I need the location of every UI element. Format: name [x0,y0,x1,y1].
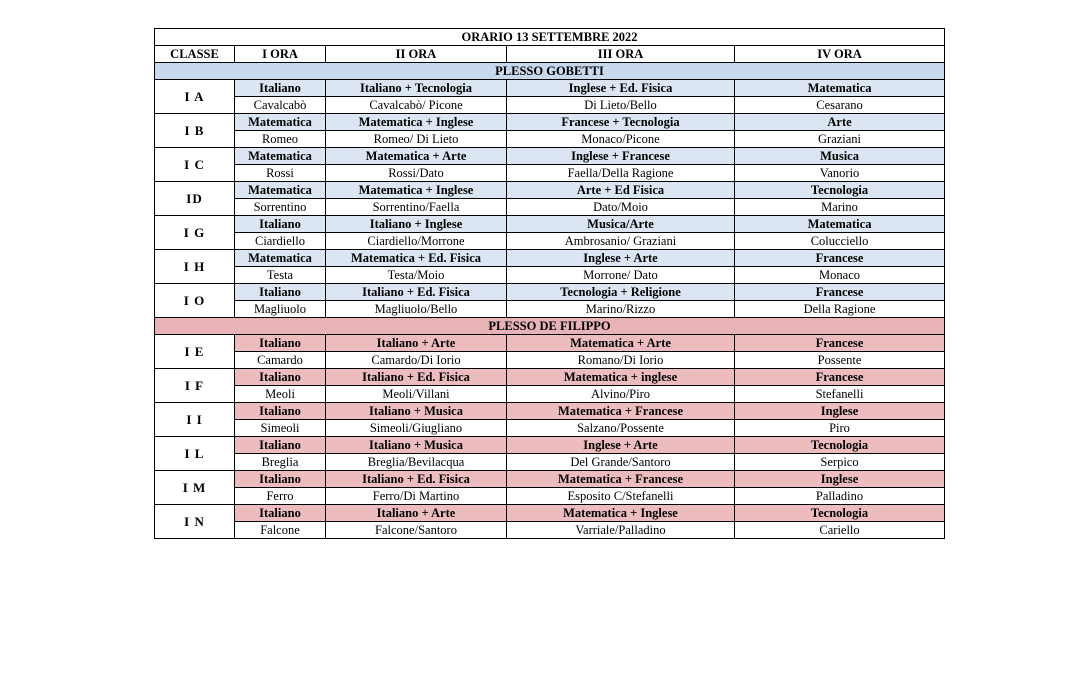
subject-cell: Matematica [735,80,945,97]
header-iv-ora: IV ORA [735,46,945,63]
teacher-row [155,420,945,437]
teacher-cell: Graziani [735,131,945,148]
schedule-body [155,63,945,539]
teacher-cell: Marino [735,199,945,216]
section-title: PLESSO DE FILIPPO [155,318,945,335]
teacher-row [155,267,945,284]
teacher-cell: Ferro [235,488,326,505]
header-iii-ora: III ORA [507,46,735,63]
teacher-row [155,386,945,403]
teacher-cell: Rossi [235,165,326,182]
subject-cell: Matematica [235,114,326,131]
teacher-cell: Simeoli [235,420,326,437]
title-row [155,29,945,46]
teacher-cell: Breglia/Bevilacqua [326,454,507,471]
teacher-row [155,97,945,114]
teacher-cell: Camardo/Di Iorio [326,352,507,369]
teacher-cell: Meoli [235,386,326,403]
subject-cell: Italiano [235,437,326,454]
teacher-row [155,199,945,216]
teacher-row [155,131,945,148]
subject-cell: Italiano + Tecnologia [326,80,507,97]
subject-cell: Matematica [235,182,326,199]
subject-cell: Inglese [735,403,945,420]
subject-cell: Francese [735,369,945,386]
subject-cell: Matematica + Arte [326,148,507,165]
teacher-cell: Dato/Moio [507,199,735,216]
schedule-table [154,28,945,539]
subject-cell: Matematica + Inglese [326,114,507,131]
teacher-cell: Alvino/Piro [507,386,735,403]
teacher-cell: Magliuolo [235,301,326,318]
class-label: I E [155,335,235,369]
class-label: I I [155,403,235,437]
subject-cell: Italiano + Ed. Fisica [326,284,507,301]
subject-row [155,182,945,199]
teacher-cell: Cesarano [735,97,945,114]
subject-row [155,335,945,352]
subject-cell: Matematica + Arte [507,335,735,352]
class-label: ID [155,182,235,216]
class-label: I M [155,471,235,505]
class-label: I H [155,250,235,284]
teacher-cell: Del Grande/Santoro [507,454,735,471]
teacher-cell: Di Lieto/Bello [507,97,735,114]
subject-cell: Tecnologia [735,182,945,199]
subject-cell: Francese + Tecnologia [507,114,735,131]
teacher-cell: Simeoli/Giugliano [326,420,507,437]
class-label: I A [155,80,235,114]
teacher-cell: Falcone [235,522,326,539]
subject-row [155,148,945,165]
teacher-cell: Possente [735,352,945,369]
class-label: I N [155,505,235,539]
subject-row [155,216,945,233]
teacher-cell: Della Ragione [735,301,945,318]
teacher-row [155,165,945,182]
subject-cell: Inglese + Ed. Fisica [507,80,735,97]
teacher-row [155,488,945,505]
header-row [155,46,945,63]
section-header-row [155,318,945,335]
subject-row [155,284,945,301]
subject-cell: Musica/Arte [507,216,735,233]
subject-cell: Italiano + Musica [326,437,507,454]
subject-row [155,80,945,97]
teacher-cell: Sorrentino [235,199,326,216]
subject-cell: Italiano [235,284,326,301]
subject-cell: Arte + Ed Fisica [507,182,735,199]
class-label: I G [155,216,235,250]
teacher-cell: Palladino [735,488,945,505]
subject-row [155,471,945,488]
subject-cell: Italiano [235,403,326,420]
class-label: I B [155,114,235,148]
teacher-cell: Testa/Moio [326,267,507,284]
teacher-cell: Meoli/Villani [326,386,507,403]
teacher-cell: Falcone/Santoro [326,522,507,539]
teacher-row [155,352,945,369]
subject-cell: Italiano [235,80,326,97]
teacher-cell: Sorrentino/Faella [326,199,507,216]
teacher-cell: Cavalcabò [235,97,326,114]
class-label: I C [155,148,235,182]
subject-cell: Matematica [235,250,326,267]
teacher-cell: Camardo [235,352,326,369]
teacher-cell: Faella/Della Ragione [507,165,735,182]
class-label: I L [155,437,235,471]
subject-row [155,437,945,454]
subject-cell: Tecnologia + Religione [507,284,735,301]
header-ii-ora: II ORA [326,46,507,63]
subject-row [155,250,945,267]
teacher-cell: Ciardiello [235,233,326,250]
subject-cell: Inglese [735,471,945,488]
teacher-row [155,454,945,471]
subject-cell: Inglese + Francese [507,148,735,165]
subject-cell: Italiano + Ed. Fisica [326,471,507,488]
teacher-cell: Morrone/ Dato [507,267,735,284]
subject-row [155,369,945,386]
schedule-title: ORARIO 13 SETTEMBRE 2022 [155,29,945,46]
subject-row [155,505,945,522]
teacher-cell: Monaco/Picone [507,131,735,148]
subject-cell: Italiano [235,369,326,386]
teacher-cell: Romeo/ Di Lieto [326,131,507,148]
subject-cell: Matematica + Francese [507,403,735,420]
teacher-cell: Cariello [735,522,945,539]
teacher-cell: Ciardiello/Morrone [326,233,507,250]
subject-cell: Italiano [235,505,326,522]
teacher-cell: Breglia [235,454,326,471]
teacher-cell: Ambrosanio/ Graziani [507,233,735,250]
subject-cell: Matematica + Inglese [326,182,507,199]
teacher-cell: Piro [735,420,945,437]
subject-cell: Francese [735,250,945,267]
class-label: I O [155,284,235,318]
teacher-cell: Cavalcabò/ Picone [326,97,507,114]
teacher-cell: Varriale/Palladino [507,522,735,539]
teacher-cell: Esposito C/Stefanelli [507,488,735,505]
teacher-cell: Salzano/Possente [507,420,735,437]
subject-cell: Inglese + Arte [507,437,735,454]
subject-cell: Italiano + Arte [326,505,507,522]
teacher-row [155,522,945,539]
teacher-cell: Rossi/Dato [326,165,507,182]
subject-cell: Italiano + Inglese [326,216,507,233]
subject-cell: Italiano [235,216,326,233]
subject-cell: Inglese + Arte [507,250,735,267]
subject-cell: Tecnologia [735,505,945,522]
subject-cell: Francese [735,335,945,352]
subject-cell: Matematica + Ed. Fisica [326,250,507,267]
teacher-cell: Stefanelli [735,386,945,403]
subject-cell: Tecnologia [735,437,945,454]
teacher-cell: Marino/Rizzo [507,301,735,318]
teacher-cell: Magliuolo/Bello [326,301,507,318]
subject-cell: Italiano + Musica [326,403,507,420]
class-label: I F [155,369,235,403]
teacher-cell: Monaco [735,267,945,284]
subject-cell: Arte [735,114,945,131]
section-title: PLESSO GOBETTI [155,63,945,80]
header-i-ora: I ORA [235,46,326,63]
header-classe: CLASSE [155,46,235,63]
teacher-cell: Romano/Di Iorio [507,352,735,369]
subject-cell: Matematica [735,216,945,233]
subject-cell: Italiano + Ed. Fisica [326,369,507,386]
subject-row [155,114,945,131]
teacher-cell: Serpico [735,454,945,471]
subject-cell: Matematica [235,148,326,165]
teacher-cell: Testa [235,267,326,284]
subject-row [155,403,945,420]
subject-cell: Matematica + Francese [507,471,735,488]
teacher-cell: Romeo [235,131,326,148]
teacher-cell: Colucciello [735,233,945,250]
section-header-row [155,63,945,80]
subject-cell: Italiano + Arte [326,335,507,352]
subject-cell: Matematica + inglese [507,369,735,386]
teacher-cell: Vanorio [735,165,945,182]
teacher-cell: Ferro/Di Martino [326,488,507,505]
subject-cell: Italiano [235,471,326,488]
subject-cell: Italiano [235,335,326,352]
subject-cell: Francese [735,284,945,301]
teacher-row [155,301,945,318]
teacher-row [155,233,945,250]
subject-cell: Matematica + Inglese [507,505,735,522]
subject-cell: Musica [735,148,945,165]
